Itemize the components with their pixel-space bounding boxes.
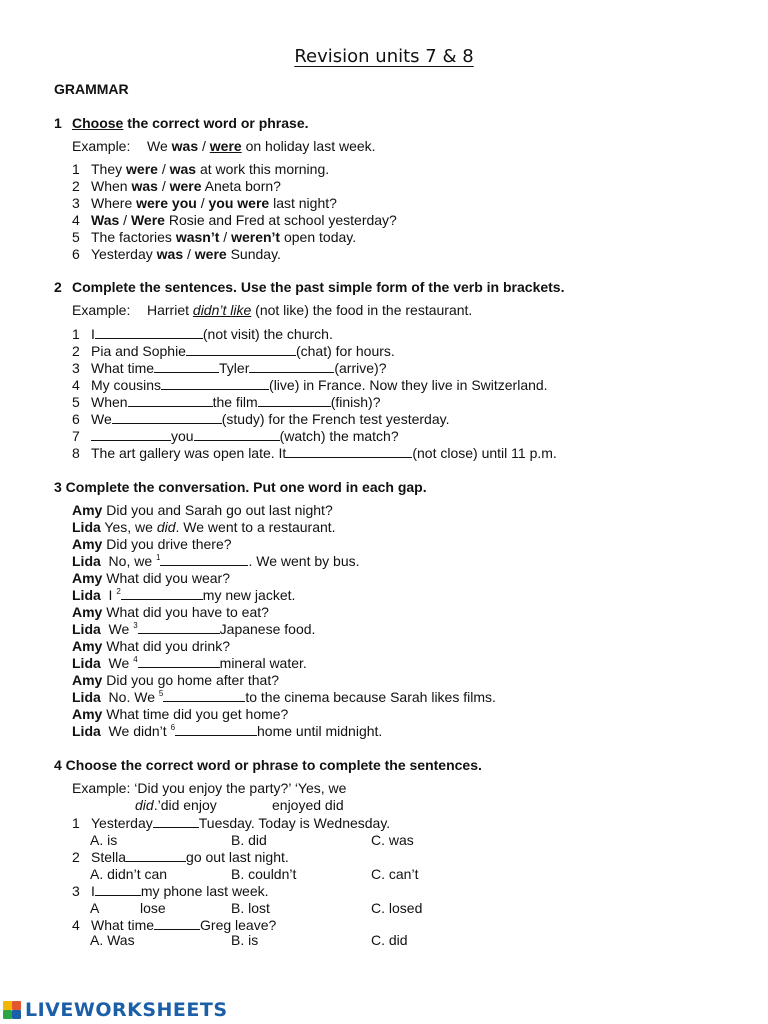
answer-option[interactable]: C. was — [371, 832, 414, 848]
section-heading-grammar: GRAMMAR — [54, 81, 129, 97]
list-item: 4 My cousins (live) in France. Now they live in Switzerland. — [72, 377, 548, 393]
list-item: 1 I (not visit) the church. — [72, 326, 333, 342]
answer-option[interactable]: B. lost — [231, 900, 270, 916]
dialogue-line: Lida We $^4$ mineral water. — [72, 655, 307, 671]
exercise-2-heading: 2 Complete the sentences. Use the past simple form of the verb in brackets. — [54, 279, 565, 295]
answer-option[interactable]: B. is — [231, 932, 259, 948]
exercise-1-heading: 1 Choose the correct word or phrase. — [54, 115, 309, 131]
exercise-4-example: Example: ‘Did you enjoy the party?’ ‘Yes, we — [72, 780, 347, 796]
list-item: 3 Where were you / you were last night? — [72, 195, 337, 211]
dialogue-line: Amy What did you wear? — [72, 570, 230, 586]
list-item: 7 you (watch) the match? — [72, 428, 399, 444]
dialogue-line: Lida Yes, we did. We went to a restaurant. — [72, 519, 336, 535]
answer-option[interactable]: B. couldn’t — [231, 866, 297, 882]
answer-option[interactable]: C. did — [371, 932, 408, 948]
exercise-1-example: Example: We was / were on holiday last week. — [72, 138, 376, 154]
list-item: 5 When the film (finish)? — [72, 394, 381, 410]
dialogue-line: Amy Did you drive there? — [72, 536, 232, 552]
list-item: 2 Pia and Sophie (chat) for hours. — [72, 343, 395, 359]
list-item: 3 What time Tyler (arrive)? — [72, 360, 387, 376]
list-item: 2 Stella go out last night. — [72, 849, 289, 865]
dialogue-line: Lida No. We $^5$ to the cinema because Sarah likes films. — [72, 689, 496, 705]
answer-option[interactable]: lose — [140, 900, 166, 916]
answer-option[interactable]: A — [90, 900, 100, 916]
answer-option[interactable]: A. Was — [90, 932, 135, 948]
logo-text: LIVEWORKSHEETS — [25, 999, 228, 1021]
list-item: 8 The art gallery was open late. It (not close) until 11 p.m. — [72, 445, 557, 461]
dialogue-line: Lida No, we $^1$ . We went by bus. — [72, 553, 360, 569]
answer-option[interactable]: A. didn’t can — [90, 866, 168, 882]
dialogue-line: Amy What did you have to eat? — [72, 604, 269, 620]
list-item: 1 They were / was at work this morning. — [72, 161, 330, 177]
list-item: 4 What time Greg leave? — [72, 917, 277, 933]
list-item: 3 I my phone last week. — [72, 883, 269, 899]
dialogue-line: Lida We $^3$ Japanese food. — [72, 621, 316, 637]
list-item: 5 The factories wasn’t / weren’t open today. — [72, 229, 357, 245]
page-title: Revision units 7 & 8 — [294, 46, 474, 67]
liveworksheets-logo[interactable] — [2, 997, 228, 1023]
exercise-3-heading: 3 Complete the conversation. Put one word in each gap. — [54, 479, 427, 495]
exercise-4-heading: 4 Choose the correct word or phrase to complete the sentences. — [54, 757, 482, 773]
exercise-4-example-option: enjoyed did — [272, 797, 344, 813]
answer-option[interactable]: C. losed — [371, 900, 423, 916]
dialogue-line: Amy Did you and Sarah go out last night? — [72, 502, 333, 518]
dialogue-line: Lida I $^2$ my new jacket. — [72, 587, 296, 603]
dialogue-line: Lida We didn’t $^6$ home until midnight. — [72, 723, 383, 739]
list-item: 4 Was / Were Rosie and Fred at school yesterday? — [72, 212, 397, 228]
list-item: 2 When was / were Aneta born? — [72, 178, 281, 194]
liveworksheets-logo-icon — [2, 999, 22, 1021]
dialogue-line: Amy What time did you get home? — [72, 706, 289, 722]
exercise-4-example-answer: did.’did enjoy — [135, 797, 217, 813]
list-item: 6 We (study) for the French test yesterday. — [72, 411, 450, 427]
dialogue-line: Amy Did you go home after that? — [72, 672, 280, 688]
list-item: 1 Yesterday Tuesday. Today is Wednesday. — [72, 815, 391, 831]
answer-option[interactable]: A. is — [90, 832, 118, 848]
dialogue-line: Amy What did you drink? — [72, 638, 230, 654]
list-item: 6 Yesterday was / were Sunday. — [72, 246, 281, 262]
answer-option[interactable]: C. can’t — [371, 866, 419, 882]
exercise-2-example: Example: Harriet didn’t like (not like) the food in the restaurant. — [72, 302, 473, 318]
answer-option[interactable]: B. did — [231, 832, 267, 848]
